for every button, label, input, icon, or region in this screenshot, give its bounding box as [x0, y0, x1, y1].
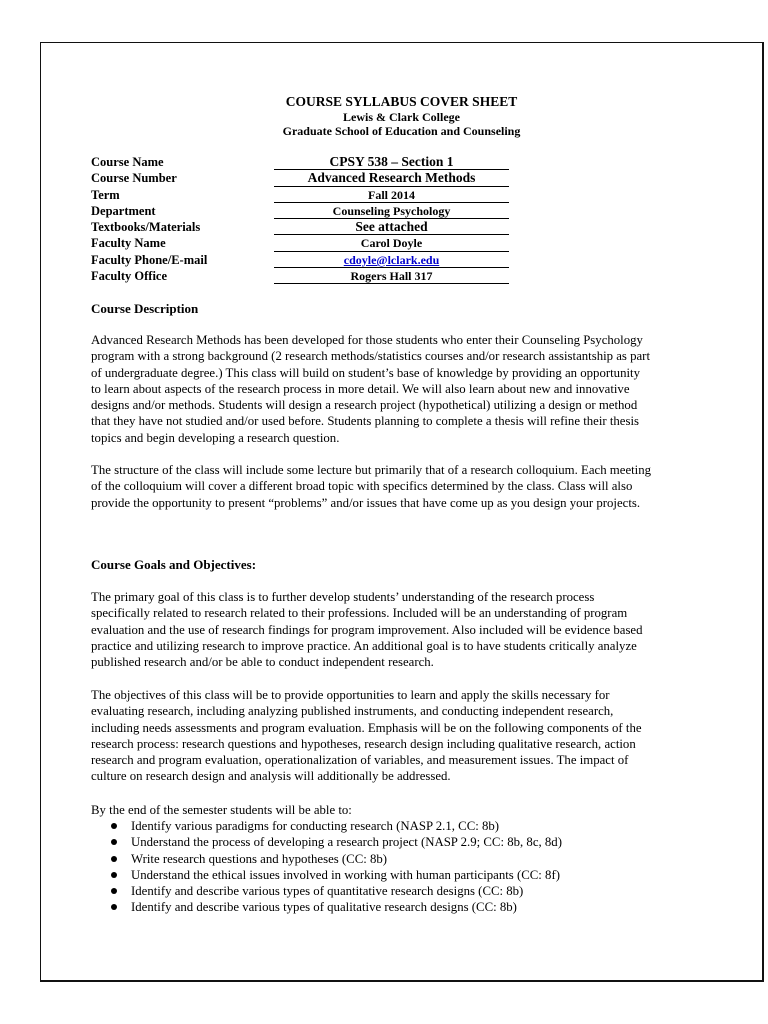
course-goals-heading: Course Goals and Objectives: [91, 557, 257, 572]
text-line: of undergraduate degree.) This class will build on student’s base of knowledge by providing an opportunity [91, 365, 640, 380]
list-item [111, 867, 562, 883]
goals-paragraph-1 [91, 589, 731, 670]
list-item-text: Identify various paradigms for conducting research (NASP 2.1, CC: 8b) [131, 819, 500, 833]
info-value: Advanced Research Methods [274, 170, 509, 186]
bullet-icon [111, 823, 117, 829]
info-label: Term [91, 187, 120, 202]
text-line: topics and begin developing a research question. [91, 430, 340, 445]
document-title: COURSE SYLLABUS COVER SHEET [285, 94, 518, 109]
info-label: Textbooks/Materials [91, 220, 201, 235]
info-value: Carol Doyle [274, 235, 509, 251]
list-item [111, 818, 562, 834]
info-value: See attached [274, 219, 509, 235]
list-item-text: Write research questions and hypotheses (CC: 8b) [131, 851, 388, 866]
list-item-text: Identify and describe various types of quantitative research designs (CC: 8b) [131, 884, 524, 899]
description-paragraph-1 [91, 332, 731, 446]
info-label: Faculty Name [91, 236, 166, 251]
syllabus-page [40, 42, 764, 982]
bullet-icon [111, 839, 117, 845]
school-name: Graduate School of Education and Counseling [282, 124, 521, 138]
text-line: research process: research questions and hypotheses, research design including qualitative research, action [91, 736, 636, 751]
info-value: Rogers Hall 317 [274, 268, 509, 284]
text-line: to learn about aspects of the research process in more detail. We will also learn about new and innovative [91, 381, 630, 396]
bullet-icon [111, 856, 117, 862]
text-line: culture on research design and analysis will additionally be addressed. [91, 769, 451, 784]
description-paragraph-2 [91, 462, 731, 511]
text-line: evaluating research, including analyzing published instruments, and conducting independent research, [91, 704, 614, 719]
text-line: evaluation and the use of research findings for program improvement. Also included will be evidence based [91, 622, 643, 637]
text-line: By the end of the semester students will be able to: [91, 803, 352, 817]
list-item [111, 851, 562, 867]
info-value: Fall 2014 [274, 187, 509, 203]
text-line: research and program evaluation, operationalization of variables, and measurement issues. The impact of [91, 753, 629, 768]
text-line: of the colloquium will cover a different broad topic with specifics determined by the class. Class will also [91, 479, 633, 494]
bullet-icon [111, 888, 117, 894]
text-line: designs and/or methods. Students will design a research project (hypothetical) utilizing a design or method [91, 398, 638, 413]
text-line: The primary goal of this class is to further develop students’ understanding of the research process [91, 590, 595, 604]
text-line: including needs assessments and program evaluation. Emphasis will be on the following components of the [91, 720, 642, 735]
info-label: Course Number [91, 171, 177, 186]
objectives-list [111, 818, 562, 916]
goals-paragraph-2 [91, 687, 731, 785]
text-line: practice and utilizing research to improve practice. An additional goal is to have students critically analyze [91, 638, 637, 653]
list-item [111, 899, 562, 915]
info-label: Department [91, 203, 156, 218]
info-label: Faculty Phone/E-mail [91, 252, 208, 267]
info-label: Course Name [91, 155, 164, 169]
list-item [111, 883, 562, 899]
list-item-text: Identify and describe various types of qualitative research designs (CC: 8b) [131, 900, 517, 915]
text-line: program with a strong background (2 research methods/statistics courses and/or research assistantship as part [91, 349, 650, 364]
text-line: provide the opportunity to present “problems” and/or issues that have come up as you design your projects. [91, 495, 641, 510]
text-line: specifically related to research related to their professions. Included will be an understanding of program [91, 606, 628, 621]
objectives-intro [91, 802, 731, 818]
list-item [111, 834, 562, 850]
list-item-text: Understand the ethical issues involved in working with human participants (CC: 8f) [131, 867, 560, 882]
text-line: The objectives of this class will be to provide opportunities to learn and apply the skills necessary for [91, 688, 610, 702]
text-line: published research and/or be able to conduct independent research. [91, 655, 434, 670]
text-line: The structure of the class will include some lecture but primarily that of a research colloquium. Each meeting [91, 463, 652, 477]
info-value: CPSY 538 – Section 1 [274, 154, 509, 170]
faculty-email-link[interactable]: cdoyle@lclark.edu [274, 252, 509, 268]
info-label: Faculty Office [91, 269, 168, 284]
college-name: Lewis & Clark College [343, 110, 460, 124]
text-line: that they have not studied and/or used before. Students planning to complete a thesis will refine their thesis [91, 414, 640, 429]
bullet-icon [111, 904, 117, 910]
bullet-icon [111, 872, 117, 878]
text-line: Advanced Research Methods has been developed for those students who enter their Counseling Psychology [91, 333, 643, 347]
course-description-heading: Course Description [91, 301, 199, 316]
info-value: Counseling Psychology [274, 203, 509, 219]
list-item-text: Understand the process of developing a research project (NASP 2.9; CC: 8b, 8c, 8d) [131, 835, 562, 850]
